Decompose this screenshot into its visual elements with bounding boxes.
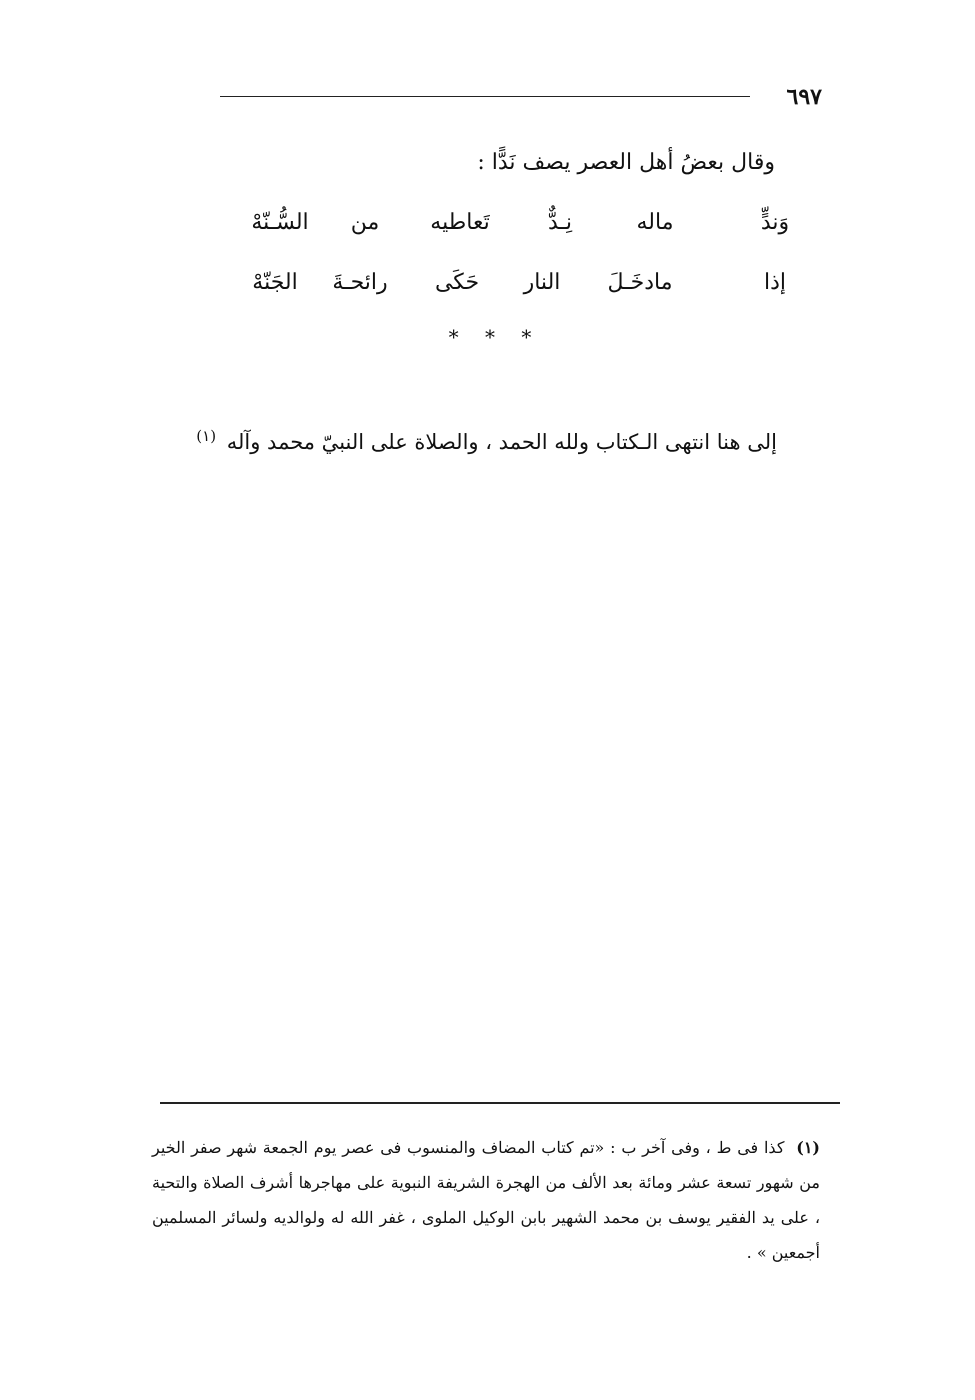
verse-word: رائحـةَ xyxy=(332,270,388,295)
intro-line: وقال بعضُ أهل العصر يصف نَدًّا : xyxy=(477,150,775,175)
verse-word: نِـدٌّ xyxy=(547,210,573,235)
closing-text: إلى هنا انتهى الـكتاب ولله الحمد ، والصلاة على النبيّ محمد وآله xyxy=(226,430,777,454)
section-separator: * * * xyxy=(448,325,542,349)
verse-word: إذا xyxy=(763,270,787,295)
verse-word: وَندٍّ xyxy=(760,210,790,235)
page-number: ٦٩٧ xyxy=(786,84,822,110)
verse-word: حَكَى xyxy=(434,270,480,295)
footnote-text: كذا فى ط ، وفى آخر ب : «تم كتاب المضاف والمنسوب فى عصر يوم الجمعة شهر صفر الخير من شهور تسعة عشر ومائة بعد الألف من الهجرة الشريفة النبوية على مهاجرها أشرف الصلاة والتحية ، على يد الفقير يوسف بن محمد الشهير بابن الوكيل الملوى ، غفر الله له ولوالديه ولسائر المسلمين أجمعين » . xyxy=(152,1138,820,1262)
footnote-rule xyxy=(160,1102,840,1104)
verse-line-1 xyxy=(245,203,790,243)
closing-line xyxy=(196,418,777,460)
verse-line-2 xyxy=(245,263,787,303)
verse-word: النار xyxy=(523,270,561,295)
verse-word: الجَنّهْ xyxy=(252,270,298,295)
header-rule xyxy=(220,96,750,97)
page-header xyxy=(150,82,822,112)
verse-word: ماله xyxy=(636,210,674,235)
verse-word: السُّـنّهْ xyxy=(251,210,309,235)
footnote xyxy=(152,1130,820,1270)
verse-word: تَعاطيه xyxy=(430,210,490,235)
verse-word: من xyxy=(350,210,380,235)
verse-word: مادخَـلَ xyxy=(607,270,673,295)
footnote-marker: (١) xyxy=(796,1138,820,1157)
footnote-reference[interactable]: (١) xyxy=(196,427,217,445)
